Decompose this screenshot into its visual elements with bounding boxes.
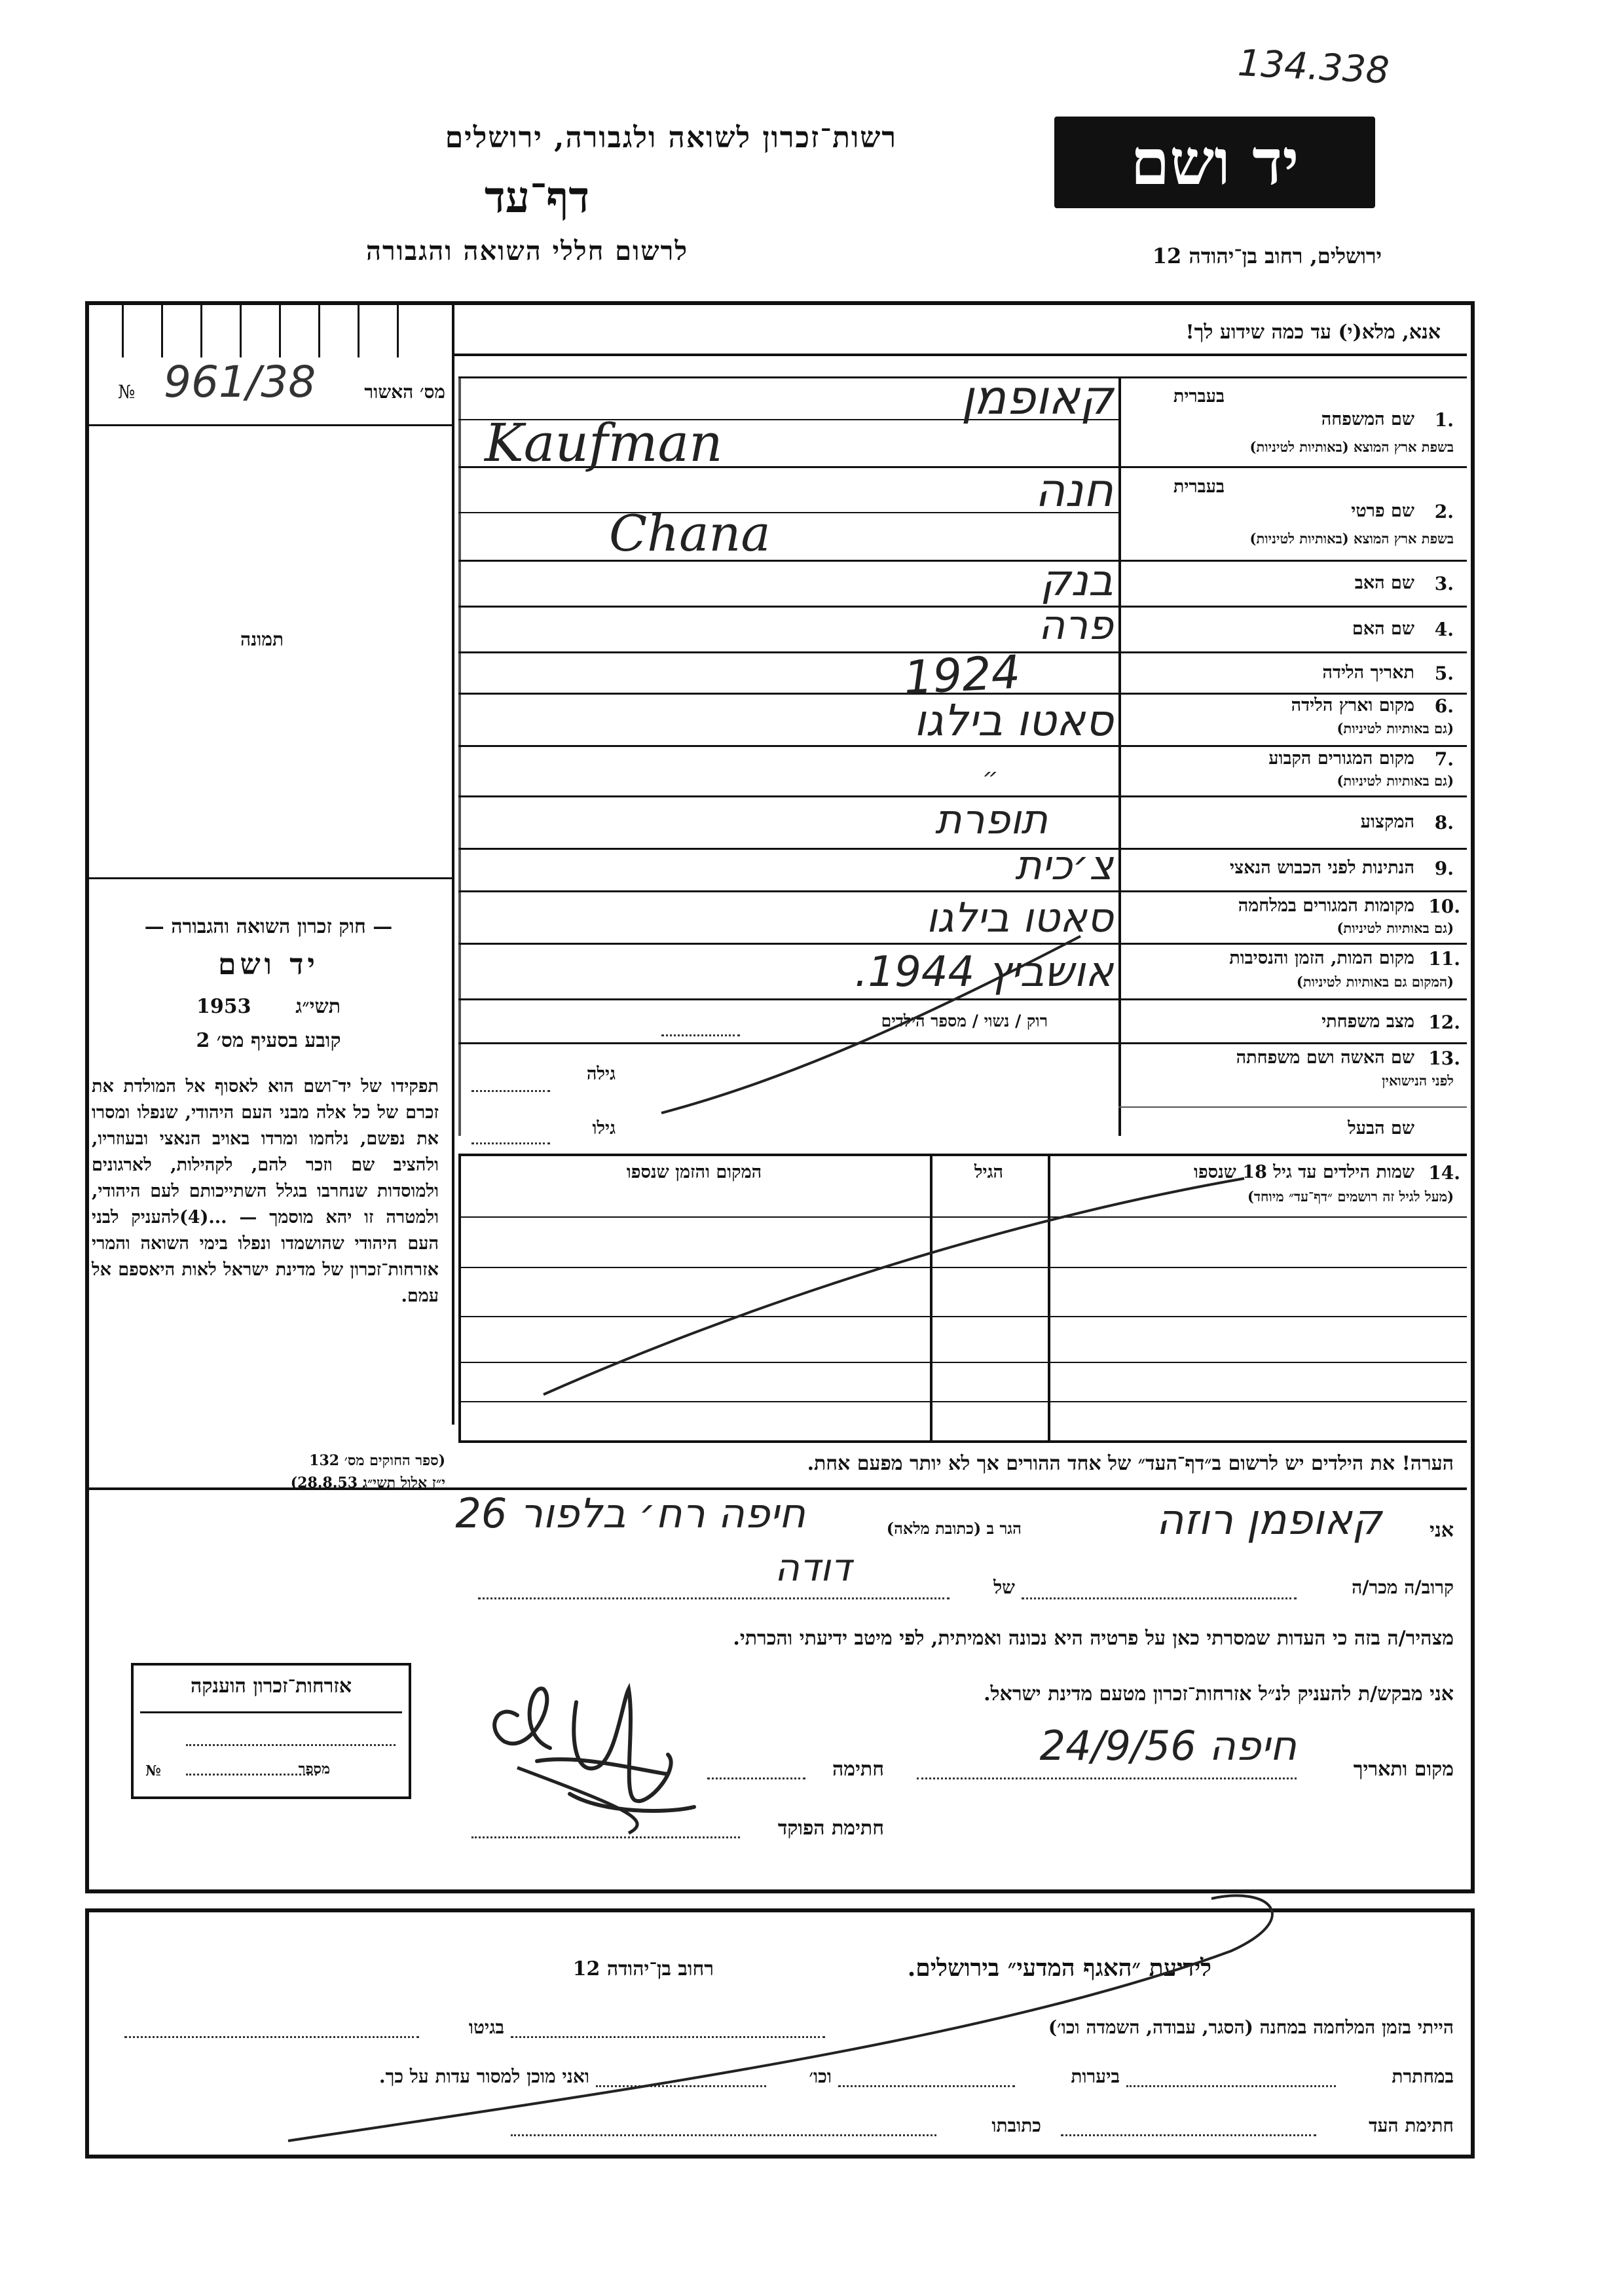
field-1-label: שם המשפחה — [1321, 409, 1414, 429]
field-1-sub: בשפת ארץ המוצא (באותיות לטיניות) — [1249, 439, 1454, 455]
note: הערה! את הילדים יש לרשום ב״דף־העד״ של אחד ההורים אך לא יותר מפעם אחת. — [807, 1452, 1454, 1475]
field-11-value[interactable]: אושביץ 1944. — [855, 948, 1113, 996]
field-3-label: שם האב — [1354, 573, 1414, 593]
field-11-label: מקום המות, הזמן והנסיבות — [1229, 948, 1414, 968]
law-text: תפקידו של יד־ושם הוא לאסוף אל המולדת את זכרם של כל אלה מבני העם היהודי, שנפלו ומסרו את נפשם, נלחמו ומרדו באויב הנאצי ובעוזריו, ולהציב שם וזכר להם, לקהילות, לארגונים ולמוסדות שנחרבו בגלל השתייכותם לעם היהודי, ולמטרה זו יהא מוסמך — ...(4)להעניק לבני העם היהודי שהושמדו ונפלו בימי השואה והמרי אזרחות־זכרון של מדינת ישראל לאות היאספם אל עמם. — [92, 1076, 439, 1306]
children-sub: (מעל לגיל זה רושמים ״דף־עד״ מיוחד) — [1247, 1188, 1454, 1205]
field-11-sub: (המקום גם באותיות לטיניות) — [1296, 974, 1454, 990]
field-13-sub: לפני הנישואין — [1382, 1072, 1454, 1089]
field-9-value[interactable]: צ׳כית — [1015, 841, 1113, 889]
field-10-num: 10. — [1428, 896, 1460, 917]
field-2-sub: בשפת ארץ המוצא (באותיות לטיניות) — [1249, 530, 1454, 547]
law-year-hebrew: תשי״ג — [295, 995, 341, 1018]
field-8-value[interactable]: תופרת — [934, 795, 1048, 843]
citizenship-number-label: מספר — [298, 1760, 330, 1777]
decl-officer-label: חתימת הפוקד — [777, 1817, 884, 1840]
field-1-lang: בעברית — [1173, 386, 1225, 407]
field-12-label: מצב משפחתי — [1321, 1011, 1414, 1032]
citizenship-no-symbol: № — [145, 1762, 161, 1779]
decl-address-value[interactable]: חיפה רח׳ בלפור 26 — [455, 1489, 805, 1537]
husband-label: שם הבעל — [1348, 1118, 1414, 1139]
field-8-num: 8. — [1434, 812, 1454, 833]
field-7-label: מקום המגורים הקבוע — [1268, 748, 1414, 769]
field-10-sub: (גם באותיות לטיניות) — [1337, 920, 1454, 936]
decl-relation-value[interactable]: דודה — [774, 1545, 851, 1590]
lower-address-label: כתובתו — [991, 2115, 1041, 2136]
lower-title: לידיעת ״האגף המדעי״ בירושלים. — [907, 1954, 1211, 1982]
field-2-label: שם פרטי — [1351, 501, 1414, 521]
law-title: — חוק זכרון השואה והגבורה — — [144, 915, 393, 938]
husband-age-label: גילו — [592, 1118, 616, 1139]
lower-line2-b: ביערות — [1071, 2066, 1120, 2087]
children-col-age: הגיל — [974, 1162, 1004, 1182]
children-label: שמות הילדים עד גיל 18 שנספו — [1194, 1162, 1414, 1182]
field-2-hebrew[interactable]: חנה — [1035, 464, 1113, 517]
field-7-num: 7. — [1434, 748, 1454, 770]
approval-no-symbol: № — [118, 381, 136, 403]
field-1-num: 1. — [1434, 409, 1454, 431]
logo-text: יד ושם — [1130, 125, 1299, 199]
field-4-label: שם האם — [1352, 619, 1414, 639]
header-address: ירושלים, רחוב בן־יהודה 12 — [1152, 244, 1382, 268]
decl-request: אני מבקש/ת להעניק לנ״ל אזרחות־זכרון מטעם מדינת ישראל. — [984, 1683, 1454, 1705]
field-13-age-label: גילה — [586, 1064, 616, 1084]
field-8-label: המקצוע — [1360, 812, 1414, 832]
lower-line1-start: הייתי בזמן המלחמה במחנה (הסגר, עבודה, השמדה וכו׳) — [1048, 2016, 1454, 2038]
approval-number: 961/38 — [164, 357, 316, 407]
decl-address-label: הגר ב (כתובת מלאה) — [886, 1519, 1022, 1538]
field-4-value[interactable]: פרה — [1038, 601, 1113, 649]
law-source-2: י״ז אלול תשי״ג 28.8.53) — [290, 1474, 445, 1491]
decl-place-date-value[interactable]: חיפה 24/9/56 — [1039, 1722, 1297, 1770]
field-9-num: 9. — [1434, 858, 1454, 879]
children-col-place: המקום והזמן שנספו — [626, 1162, 762, 1182]
lower-line2-d: ואני מוכן למסור עדות על כך. — [378, 2066, 589, 2087]
form-title: דף־עד — [484, 172, 590, 223]
citizenship-title: אזרחות־זכרון הוענקה — [190, 1675, 352, 1698]
field-5-label: תאריך הלידה — [1322, 663, 1414, 683]
field-9-label: הנתינות לפני הכבוש הנאצי — [1229, 858, 1414, 878]
instruction: אנא, מלא(י) עד כמה שידוע לך! — [1185, 321, 1441, 344]
field-13-label: שם האשה ושם משפחתה — [1236, 1048, 1414, 1068]
field-1-latin[interactable]: Kaufman — [485, 412, 723, 473]
lower-line2-a: במחתרת — [1392, 2066, 1454, 2087]
archive-number: 134.338 — [1236, 41, 1391, 93]
lower-address: רחוב בן־יהודה 12 — [572, 1958, 714, 1980]
lower-witness-label: חתימת העד — [1369, 2115, 1454, 2136]
field-3-num: 3. — [1434, 573, 1454, 594]
field-2-lang: בעברית — [1173, 477, 1225, 497]
decl-ani-label: אני — [1430, 1519, 1454, 1542]
decl-of-label: של — [993, 1576, 1015, 1598]
law-year: 1953 — [196, 995, 251, 1018]
field-10-value[interactable]: סאטו בילגו — [926, 894, 1113, 941]
field-2-latin[interactable]: Chana — [609, 504, 771, 562]
field-5-num: 5. — [1434, 663, 1454, 684]
field-6-num: 6. — [1434, 695, 1454, 717]
field-10-label: מקומות המגורים במלחמה — [1238, 896, 1414, 916]
field-12-options: רוק / נשוי / מספר הילדים — [881, 1011, 1048, 1030]
law-source-1: (ספר החוקים מס׳ 132 — [309, 1452, 445, 1469]
field-6-value[interactable]: סאטו בילגו — [913, 695, 1113, 746]
field-12-num: 12. — [1428, 1011, 1460, 1033]
law-section: קובע בסעיף מס׳ 2 — [196, 1029, 341, 1052]
field-7-value[interactable]: ״ — [982, 763, 999, 792]
lower-line2-c: וכו׳ — [809, 2066, 832, 2087]
decl-place-date-label: מקום ותאריך — [1353, 1758, 1454, 1781]
field-5-value[interactable]: 1924 — [902, 645, 1022, 705]
field-3-value[interactable]: בנק — [1040, 555, 1113, 606]
field-6-label: מקום וארץ הלידה — [1291, 695, 1414, 716]
field-11-num: 11. — [1428, 948, 1460, 970]
field-7-sub: (גם באותיות לטיניות) — [1337, 773, 1454, 789]
photo-label: תמונה — [240, 629, 284, 650]
lower-line1-end: בגיטו — [468, 2016, 504, 2038]
decl-statement: מצהיר/ה בזה כי העדות שמסרתי כאן על פרטיה היא נכונה ואמיתית, לפי מיטב ידיעתי והכרתי. — [733, 1627, 1454, 1650]
field-6-sub: (גם באותיות לטיניות) — [1337, 720, 1454, 737]
form-subtitle: לרשום חללי השואה והגבורה — [365, 236, 689, 266]
children-num: 14. — [1428, 1162, 1460, 1184]
field-13-num: 13. — [1428, 1048, 1460, 1069]
decl-ani-value[interactable]: קאופמן רוזה — [1156, 1496, 1382, 1544]
field-4-num: 4. — [1434, 619, 1454, 640]
law-brand: יד ושם — [218, 948, 319, 981]
field-1-hebrew[interactable]: קאופמן — [961, 370, 1113, 425]
org-name: רשות־זכרון לשואה ולגבורה, ירושלים — [445, 121, 897, 155]
decl-signature-label: חתימה — [832, 1758, 884, 1781]
decl-relation-label: קרוב/ה מכר/ה — [1352, 1576, 1454, 1598]
field-2-num: 2. — [1434, 501, 1454, 522]
approval-label: מס׳ האשור — [364, 381, 445, 403]
